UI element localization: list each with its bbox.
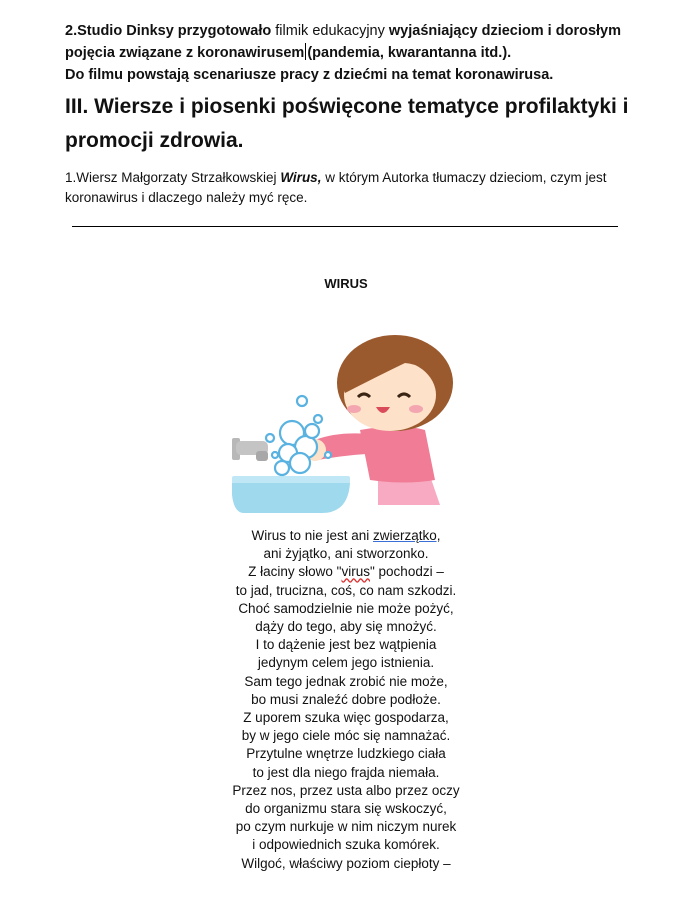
poem-line: po czym nurkuje w nim niczym nurek: [235, 819, 457, 835]
poem-line: by w jego ciele móc się namnażać.: [241, 728, 451, 744]
intro-bold-text-2: (pandemia, kwarantanna itd.).: [307, 45, 512, 61]
poem-line: I to dążenie jest bez wątpienia: [255, 637, 437, 653]
intro-label: 2.Studio Dinksy przygotowało: [65, 23, 272, 39]
para-pre: 1.Wiersz Małgorzaty Strzałkowskiej: [65, 170, 281, 185]
poem-line: Z uporem szuka więc gospodarza,: [243, 710, 449, 726]
poem-line: Z łaciny słowo "virus" pochodzi –: [248, 564, 444, 580]
faucet-icon: [232, 438, 268, 461]
soap-bubbles-icon: [266, 396, 331, 475]
poem-line: dąży do tego, aby się mnożyć.: [255, 619, 437, 635]
poem-line: Wirus to nie jest ani zwierzątko,: [251, 528, 441, 543]
child-washing-hands-illustration: [230, 335, 460, 515]
poem-line: jedynym celem jego istnienia.: [257, 655, 435, 671]
poem-line: bo musi znaleźć dobre podłoże.: [251, 691, 441, 707]
poem-line: Wilgoć, właściwy poziom ciepłoty –: [241, 855, 451, 871]
poem-line: i odpowiednich szuka komórek.: [252, 837, 440, 853]
poem-line: Sam tego jednak zrobić nie może,: [244, 673, 448, 689]
section-heading: III. Wiersze i piosenki poświęcone tematyce profilaktyki i promocji zdrowia.: [65, 95, 629, 152]
intro-text: filmik edukacyjny: [271, 23, 389, 39]
poem-line: do organizmu stara się wskoczyć,: [245, 801, 447, 817]
poem-text: [146, 527, 546, 873]
intro-line-3: Do filmu powstają scenariusze pracy z dziećmi na temat koronawirusa.: [65, 67, 554, 83]
poem-line: Przytulne wnętrze ludzkiego ciała: [246, 746, 446, 762]
spellcheck-flagged-word[interactable]: virus: [341, 564, 370, 580]
poem-intro-paragraph: [65, 168, 645, 208]
poem-title: WIRUS: [324, 276, 368, 291]
poem-line: Choć samodzielnie nie może pożyć,: [238, 600, 454, 616]
intro-paragraph: [65, 20, 625, 86]
intro-bold-text: wyjaśniający dzieciom i dorosłym pojęcia związane z koronawirusem: [65, 23, 621, 61]
poem-line: to jest dla niego frajda niemała.: [252, 764, 440, 780]
para-poem-title: Wirus,: [280, 170, 322, 185]
basin-icon: [232, 476, 350, 513]
grammar-flagged-word[interactable]: zwierzątko,: [373, 528, 441, 543]
poem-line: ani żyjątko, ani stworzonko.: [263, 546, 429, 562]
poem-line: to jad, trucizna, coś, co nam szkodzi.: [235, 582, 457, 598]
poem-line: Przez nos, przez usta albo przez oczy: [232, 782, 460, 798]
horizontal-rule: [72, 226, 618, 227]
para-post: w którym Autorka tłumaczy dzieciom, czym jest koronawirus i dlaczego należy myć ręce.: [65, 170, 607, 205]
